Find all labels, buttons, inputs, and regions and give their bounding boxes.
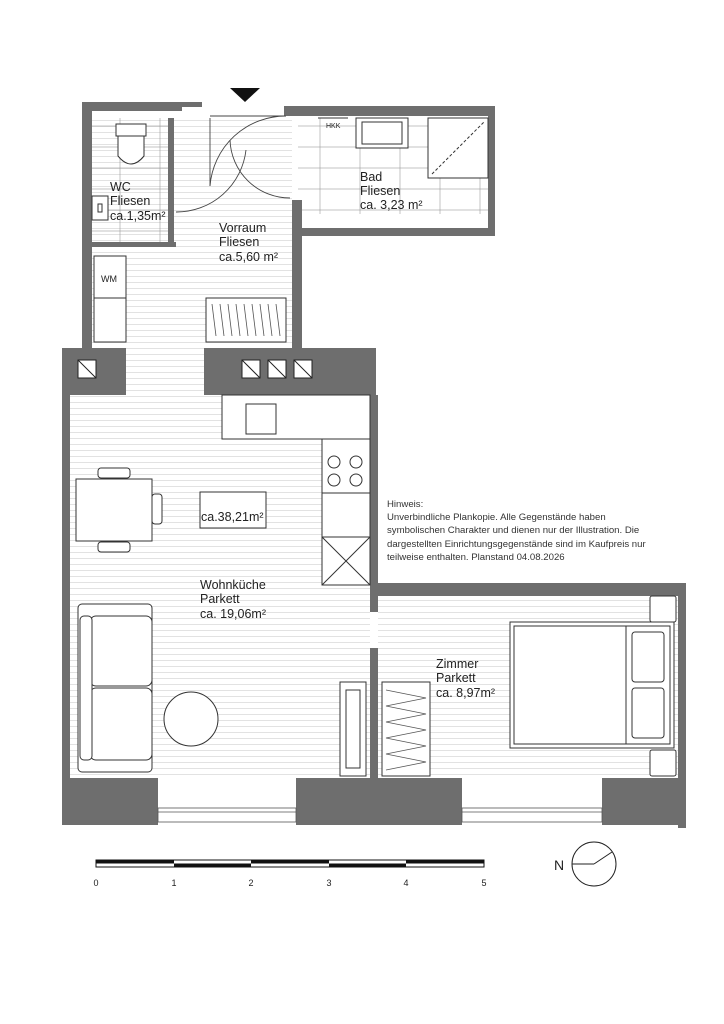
vorraum-name: Vorraum [219, 221, 267, 235]
dining-table [76, 468, 162, 552]
zimmer-floor: Parkett [436, 671, 476, 685]
disclaimer-note [387, 498, 687, 564]
entrance-arrow [230, 88, 260, 102]
scale-bar [93, 860, 486, 888]
scale-tick-5: 5 [481, 878, 487, 888]
coffee-table [164, 692, 218, 746]
doorway-floor [126, 348, 204, 395]
zimmer-area: ca. 8,97m² [436, 686, 496, 700]
note-line-3: dargestellten Einrichtungsgegenstände sind im Kaufpreis nur [387, 538, 646, 550]
scale-tick-1: 1 [171, 878, 177, 888]
vorraum-floor: Fliesen [219, 235, 260, 249]
wc-name: WC [110, 180, 131, 194]
vorraum-area: ca.5,60 m² [219, 250, 279, 264]
note-line-2: symbolischen Charakter und dienen nur der Illustration. Die [387, 525, 640, 537]
note-line-1: Unverbindliche Plankopie. Alle Gegenstände haben [387, 512, 606, 524]
wc-area: ca.1,35m² [110, 209, 166, 223]
wohnkueche-floor: Parkett [200, 592, 240, 606]
wohnkueche-area: ca. 19,06m² [200, 607, 267, 621]
wm-label: WM [101, 274, 117, 284]
north-arrow [554, 842, 616, 886]
sofa [78, 604, 152, 772]
scale-tick-3: 3 [326, 878, 332, 888]
note-title: Hinweis: [387, 499, 424, 510]
scale-tick-0: 0 [93, 878, 99, 888]
note-line-4: teilweise enthalten. Planstand 04.08.2026 [387, 551, 565, 563]
zimmer-name: Zimmer [436, 657, 479, 671]
scale-tick-4: 4 [403, 878, 409, 888]
sideboard [340, 682, 366, 776]
wc-floor: Fliesen [110, 194, 151, 208]
wohnkueche-name: Wohnküche [200, 578, 266, 592]
scale-tick-2: 2 [248, 878, 254, 888]
hkk-label: HKK [326, 123, 341, 130]
bad-name: Bad [360, 170, 383, 184]
bad-area: ca. 3,23 m² [360, 198, 423, 212]
bad-floor: Fliesen [360, 184, 401, 198]
total-area-label: ca.38,21m² [201, 510, 264, 524]
north-label: N [554, 857, 565, 873]
